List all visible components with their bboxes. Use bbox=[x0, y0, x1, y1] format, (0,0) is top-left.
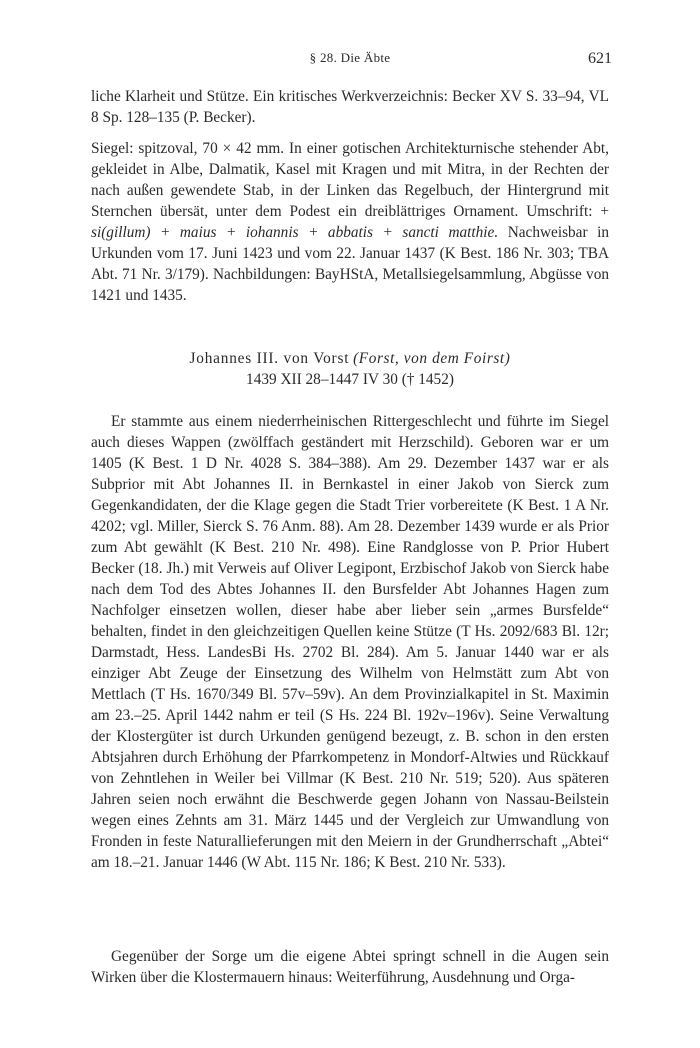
running-title: § 28. Die Äbte bbox=[309, 50, 391, 65]
paragraph-last-text: Gegenüber der Sorge um die eigene Abtei springt schnell in die Augen sein Wirken über die Klostermauern hinaus: Weiterführung, Ausdehnung und Orga- bbox=[91, 948, 609, 986]
paragraph-main bbox=[91, 411, 609, 873]
running-head bbox=[0, 50, 700, 70]
paragraph-seal bbox=[91, 138, 609, 306]
paragraph-continuation-text: liche Klarheit und Stütze. Ein kritisches Werkverzeichnis: Becker XV S. 33–94, VL 8 Sp. 128–135 (P. Becker). bbox=[91, 88, 609, 126]
paragraph-seal-text bbox=[91, 138, 609, 306]
section-heading bbox=[91, 348, 609, 390]
abbot-name: Johannes III. von Vorst bbox=[189, 350, 350, 367]
abbot-alias: (Forst, von dem Foirst) bbox=[353, 350, 511, 367]
page-number: 621 bbox=[588, 50, 612, 67]
paragraph-last bbox=[91, 946, 609, 988]
seal-description: Siegel: spitzoval, 70 × 42 mm. In einer gotischen Architekturnische stehender Abt, gekleidet in Albe, Dalmatik, Kasel mit Kragen und mit Mitra, in der Rechten der nach außen gewendete Stab, in der Linken das Regelbuch, der Hintergrund mit Sternchen übersät, unter dem Podest ein dreiblättriges Ornament. Umschrift: + bbox=[91, 140, 609, 220]
abbot-dates: 1439 XII 28–1447 IV 30 († 1452) bbox=[246, 371, 454, 388]
seal-inscription: si(gillum) + maius + iohannis + abbatis + sancti matthie. bbox=[91, 224, 499, 241]
heading-line-name bbox=[91, 348, 609, 369]
paragraph-main-text: Er stammte aus einem niederrheinischen Rittergeschlecht und führte im Siegel auch dieses Wappen (zwölffach geständert mit Herzschild). Geboren war er um 1405 (K Best. 1 D Nr. 4028 S. 384–388). Am 29. Dezember 1437 war er als Subprior mit Abt Johannes II. in Bernkastel in einer Jakob von Sierck zum Gegenkandidaten, der die Klage gegen die Stadt Trier vorbereitete (K Best. 1 A Nr. 4202; vgl. Miller, Sierck S. 76 Anm. 88). Am 28. Dezember 1439 wurde er als Prior zum Abt gewählt (K Best. 210 Nr. 498). Eine Randglosse von P. Prior Hubert Becker (18. Jh.) mit Verweis auf Oliver Legipont, Erzbischof Jakob von Sierck habe nach dem Tod des Abtes Johannes II. den Bursfelder Abt Johannes Hagen zum Nachfolger einsetzen wollen, dieser habe aber lieber sein „armes Bursfelde“ behalten, findet in den gleichzeitigen Quellen keine Stütze (T Hs. 2092/683 Bl. 12r; Darmstadt, Hess. LandesBi Hs. 2702 Bl. 284). Am 5. Januar 1440 war er als einziger Abt Zeuge der Einsetzung des Wilhelm von Helmstätt zum Abt von Mettlach (T Hs. 1670/349 Bl. 57v–59v). An dem Provinzialkapitel in St. Maximin am 23.–25. April 1442 nahm er teil (S Hs. 224 Bl. 192v–196v). Seine Verwaltung der Klostergüter ist durch Urkunden genügend bezeugt, z. B. schon in den ersten Abtsjahren durch Erhöhung der Pfarrkompetenz in Mondorf-Altwies und Rückkauf von Zehntlehen in Weiler bei Villmar (K Best. 210 Nr. 519; 520). Aus späteren Jahren seien noch erwähnt die Beschwerde gegen Johann von Nassau-Beilstein wegen eines Zehnts am 31. März 1445 und der Vergleich zur Umwandlung von Fronden in feste Naturallieferungen mit den Meiern in der Grundherrschaft „Abtei“ am 18.–21. Januar 1446 (W Abt. 115 Nr. 186; K Best. 210 Nr. 533). bbox=[91, 413, 609, 871]
seal-references: Nachweisbar in Urkunden vom 17. Juni 1423 und vom 22. Januar 1437 (K Best. 186 Nr. 303; TBA Abt. 71 Nr. 3/179). Nachbildungen: BayHStA, Metallsiegelsammlung, Abgüsse von 1421 und 1435. bbox=[91, 224, 609, 304]
paragraph-continuation bbox=[91, 86, 609, 128]
